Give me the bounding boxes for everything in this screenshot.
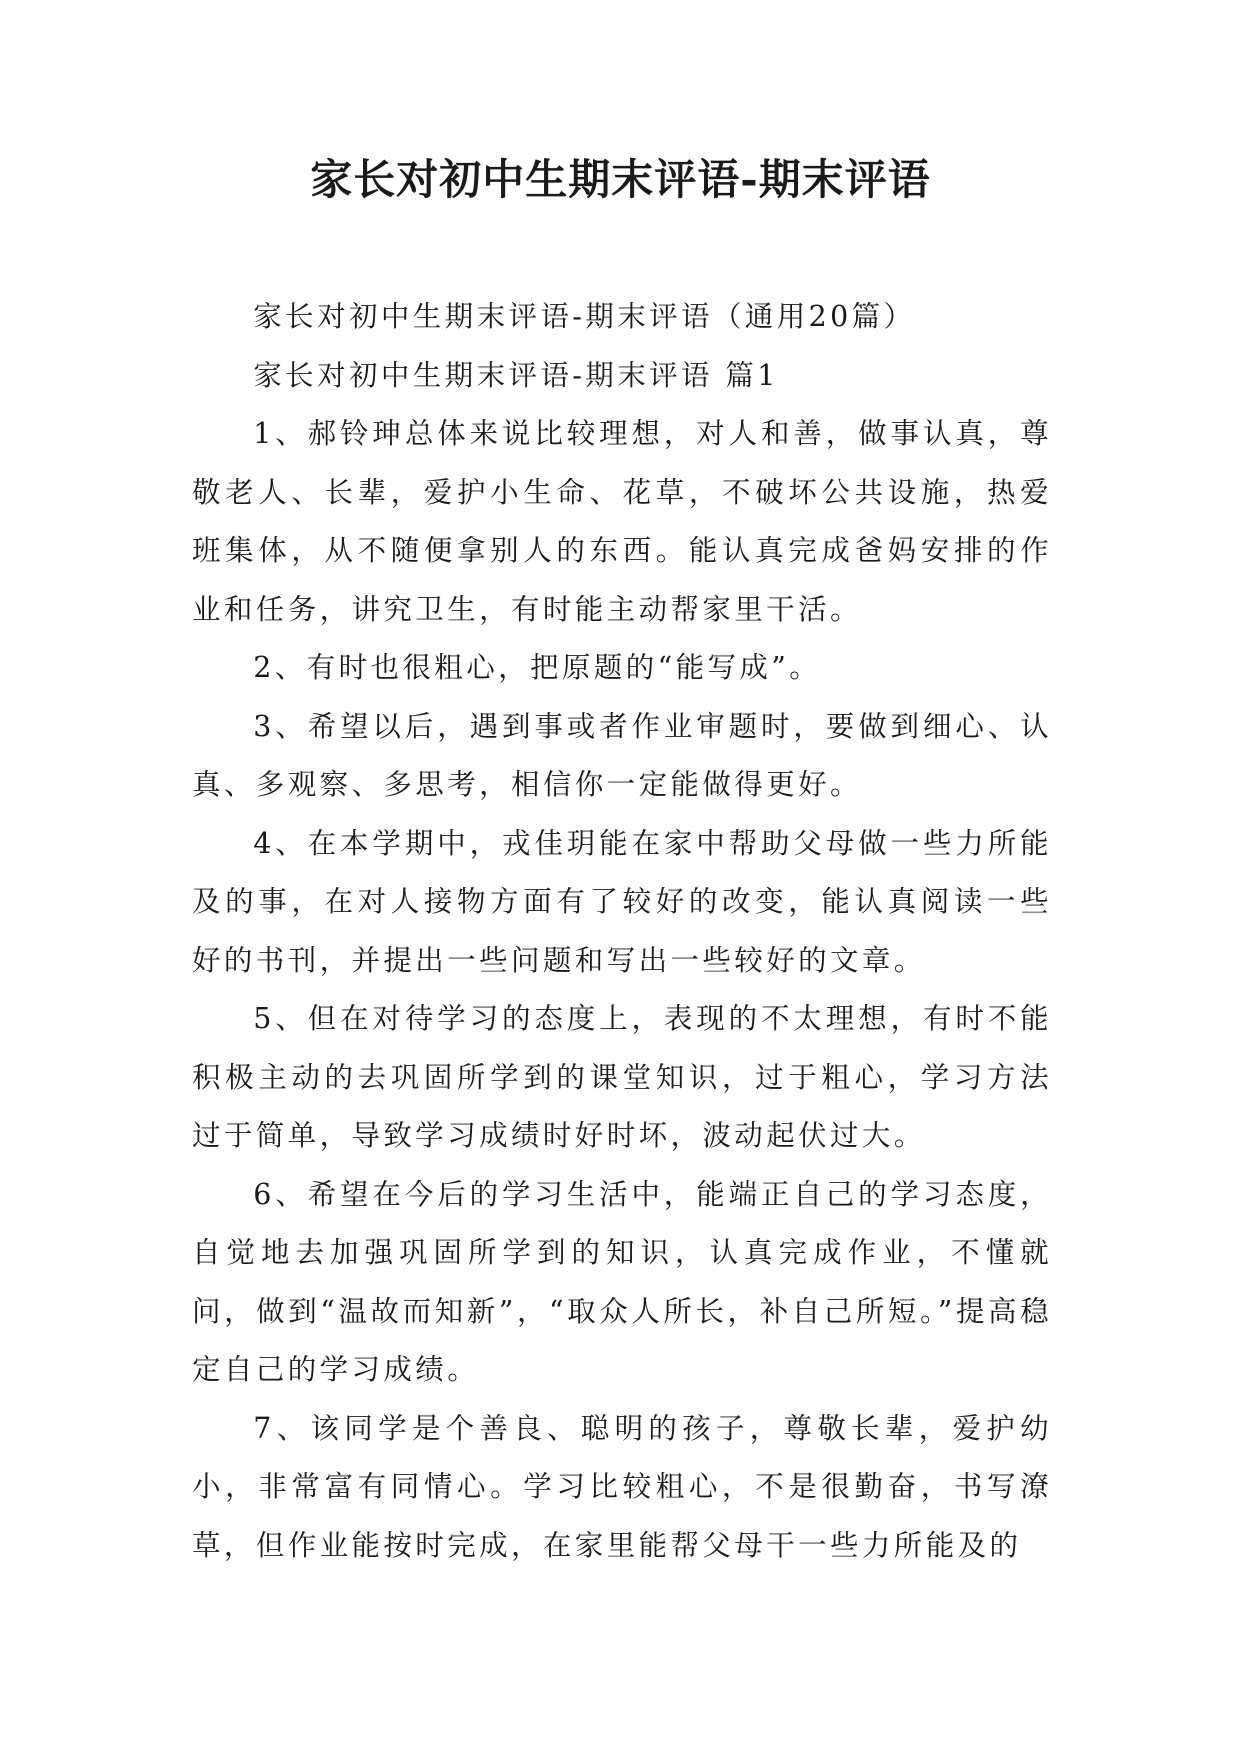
paragraph-7: 7、该同学是个善良、聪明的孩子，尊敬长辈，爱护幼小，非常富有同情心。学习比较粗心，不是很勤奋，书写潦草，但作业能按时完成，在家里能帮父母干一些力所能及的 (192, 1411, 1052, 1562)
paragraph-5: 5、但在对待学习的态度上，表现的不太理想，有时不能积极主动的去巩固所学到的课堂知识，过于粗心，学习方法过于简单，导致学习成绩时好时坏，波动起伏过大。 (192, 1002, 1052, 1152)
paragraph-6: 6、希望在今后的学习生活中，能端正自己的学习态度，自觉地去加强巩固所学到的知识，认真完成作业，不懂就问，做到“温故而知新”，“取众人所长，补自己所短。”提高稳定自己的学习成绩。 (192, 1177, 1052, 1386)
document-body (192, 288, 1052, 1575)
section-heading: 家长对初中生期末评语-期末评语 篇1 (253, 358, 779, 392)
paragraph-2: 2、有时也很粗心，把原题的“能写成”。 (253, 651, 822, 684)
document-title: 家长对初中生期末评语-期末评语 (310, 155, 931, 204)
paragraph-4: 4、在本学期中，戎佳玥能在家中帮助父母做一些力所能及的事，在对人接物方面有了较好的改变，能认真阅读一些好的书刊，并提出一些问题和写出一些较好的文章。 (192, 826, 1052, 977)
paragraph-1: 1、郝铃珅总体来说比较理想，对人和善，做事认真，尊敬老人、长辈，爱护小生命、花草，不破坏公共设施，热爱班集体，从不随便拿别人的东西。能认真完成爸妈安排的作业和任务，讲究卫生，有时能主动帮家里干活。 (192, 417, 1052, 626)
paragraph-3: 3、希望以后，遇到事或者作业审题时，要做到细心、认真、多观察、多思考，相信你一定能做得更好。 (192, 709, 1052, 801)
document-subtitle: 家长对初中生期末评语-期末评语（通用20篇） (253, 300, 916, 333)
